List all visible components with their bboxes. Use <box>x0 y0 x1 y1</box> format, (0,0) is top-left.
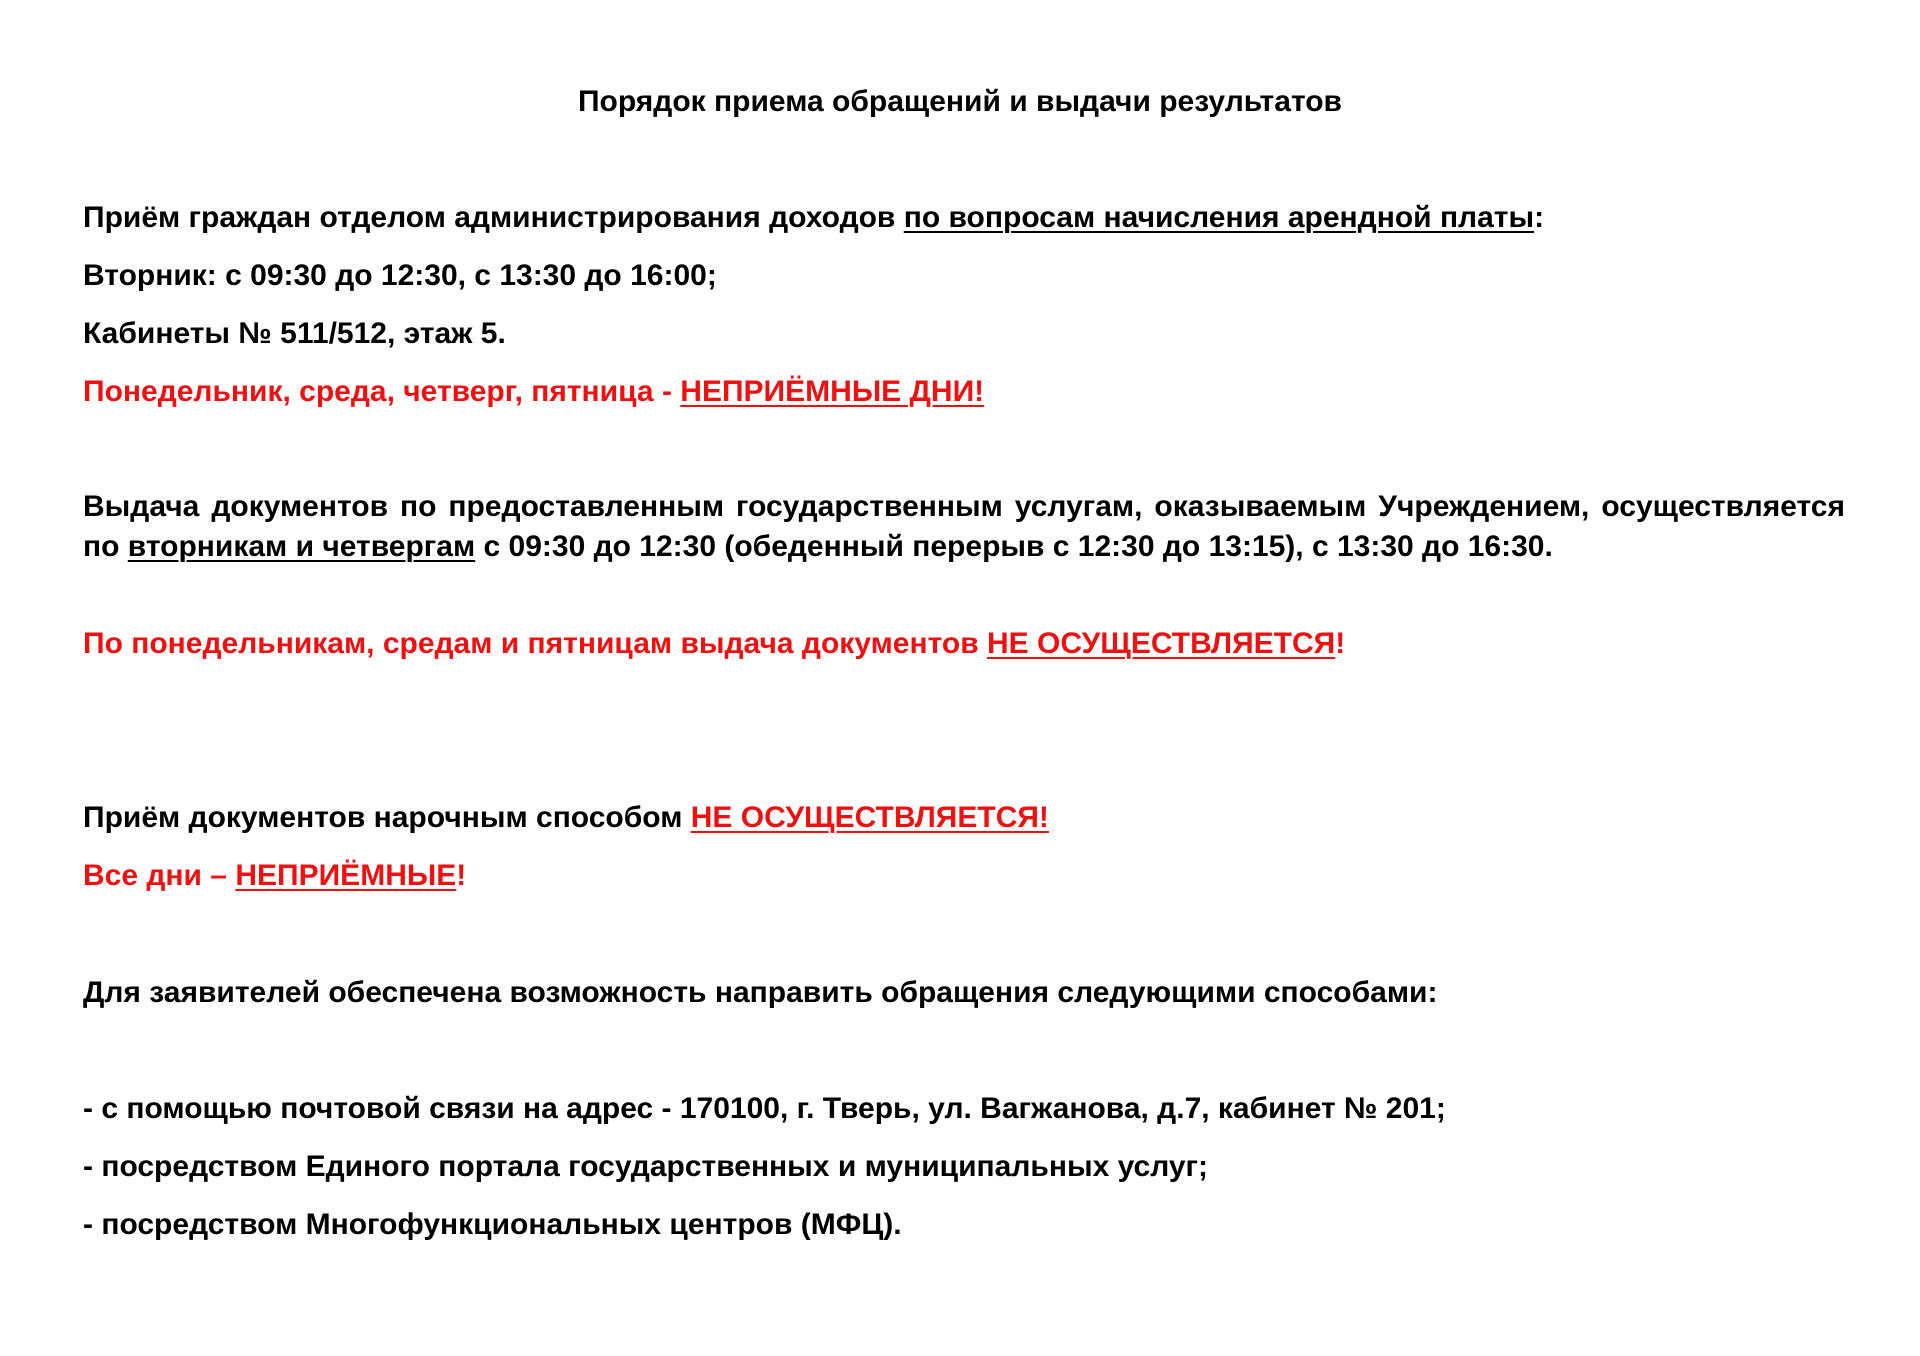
issuance-warning-end: ! <box>1335 627 1346 660</box>
reception-intro-text: Приём граждан отделом администрирования доходов <box>83 201 904 234</box>
reception-warning <box>83 372 984 412</box>
reception-intro <box>83 198 1544 238</box>
reception-warning-text: Понедельник, среда, четверг, пятница - <box>83 375 681 408</box>
reception-rooms: Кабинеты № 511/512, этаж 5. <box>83 317 506 350</box>
courier-emphasis: НЕ ОСУЩЕСТВЛЯЕТСЯ! <box>690 801 1049 834</box>
all-days-line <box>83 856 466 896</box>
courier-line <box>83 798 1049 838</box>
all-days-end: ! <box>456 859 467 892</box>
method-item-post: - с помощью почтовой связи на адрес - 170100, г. Тверь, ул. Вагжанова, д.7, кабинет № 201; <box>83 1092 1446 1125</box>
all-days-emphasis: НЕПРИЁМНЫЕ <box>235 859 457 892</box>
page-title: Порядок приема обращений и выдачи результатов <box>577 85 1343 118</box>
courier-text: Приём документов нарочным способом <box>83 801 691 834</box>
issuance-paragraph <box>83 487 1845 567</box>
methods-intro: Для заявителей обеспечена возможность направить обращения следующими способами: <box>83 976 1438 1009</box>
all-days-text: Все дни – <box>83 859 236 892</box>
issuance-warning <box>83 624 1345 664</box>
issuance-text-2: с 09:30 до 12:30 (обеденный перерыв с 12:30 до 13:15), с 13:30 до 16:30. <box>475 530 1553 563</box>
issuance-warning-text: По понедельникам, средам и пятницам выдача документов <box>83 627 987 660</box>
issuance-text-1: Выдача документов по предоставленным государственным услугам, оказываемым Учреждением, осуществляется по <box>83 490 1845 563</box>
reception-intro-end: : <box>1534 201 1545 234</box>
issuance-days: вторникам и четвергам <box>127 530 476 563</box>
issuance-warning-emphasis: НЕ ОСУЩЕСТВЛЯЕТСЯ <box>987 627 1336 660</box>
method-item-portal: - посредством Единого портала государственных и муниципальных услуг; <box>83 1150 1209 1183</box>
reception-topic: по вопросам начисления арендной платы <box>903 201 1535 234</box>
reception-warning-emphasis: НЕПРИЁМНЫЕ ДНИ! <box>680 375 985 408</box>
method-item-mfc: - посредством Многофункциональных центров (МФЦ). <box>83 1208 902 1241</box>
reception-schedule: Вторник: с 09:30 до 12:30, с 13:30 до 16:00; <box>83 259 717 292</box>
